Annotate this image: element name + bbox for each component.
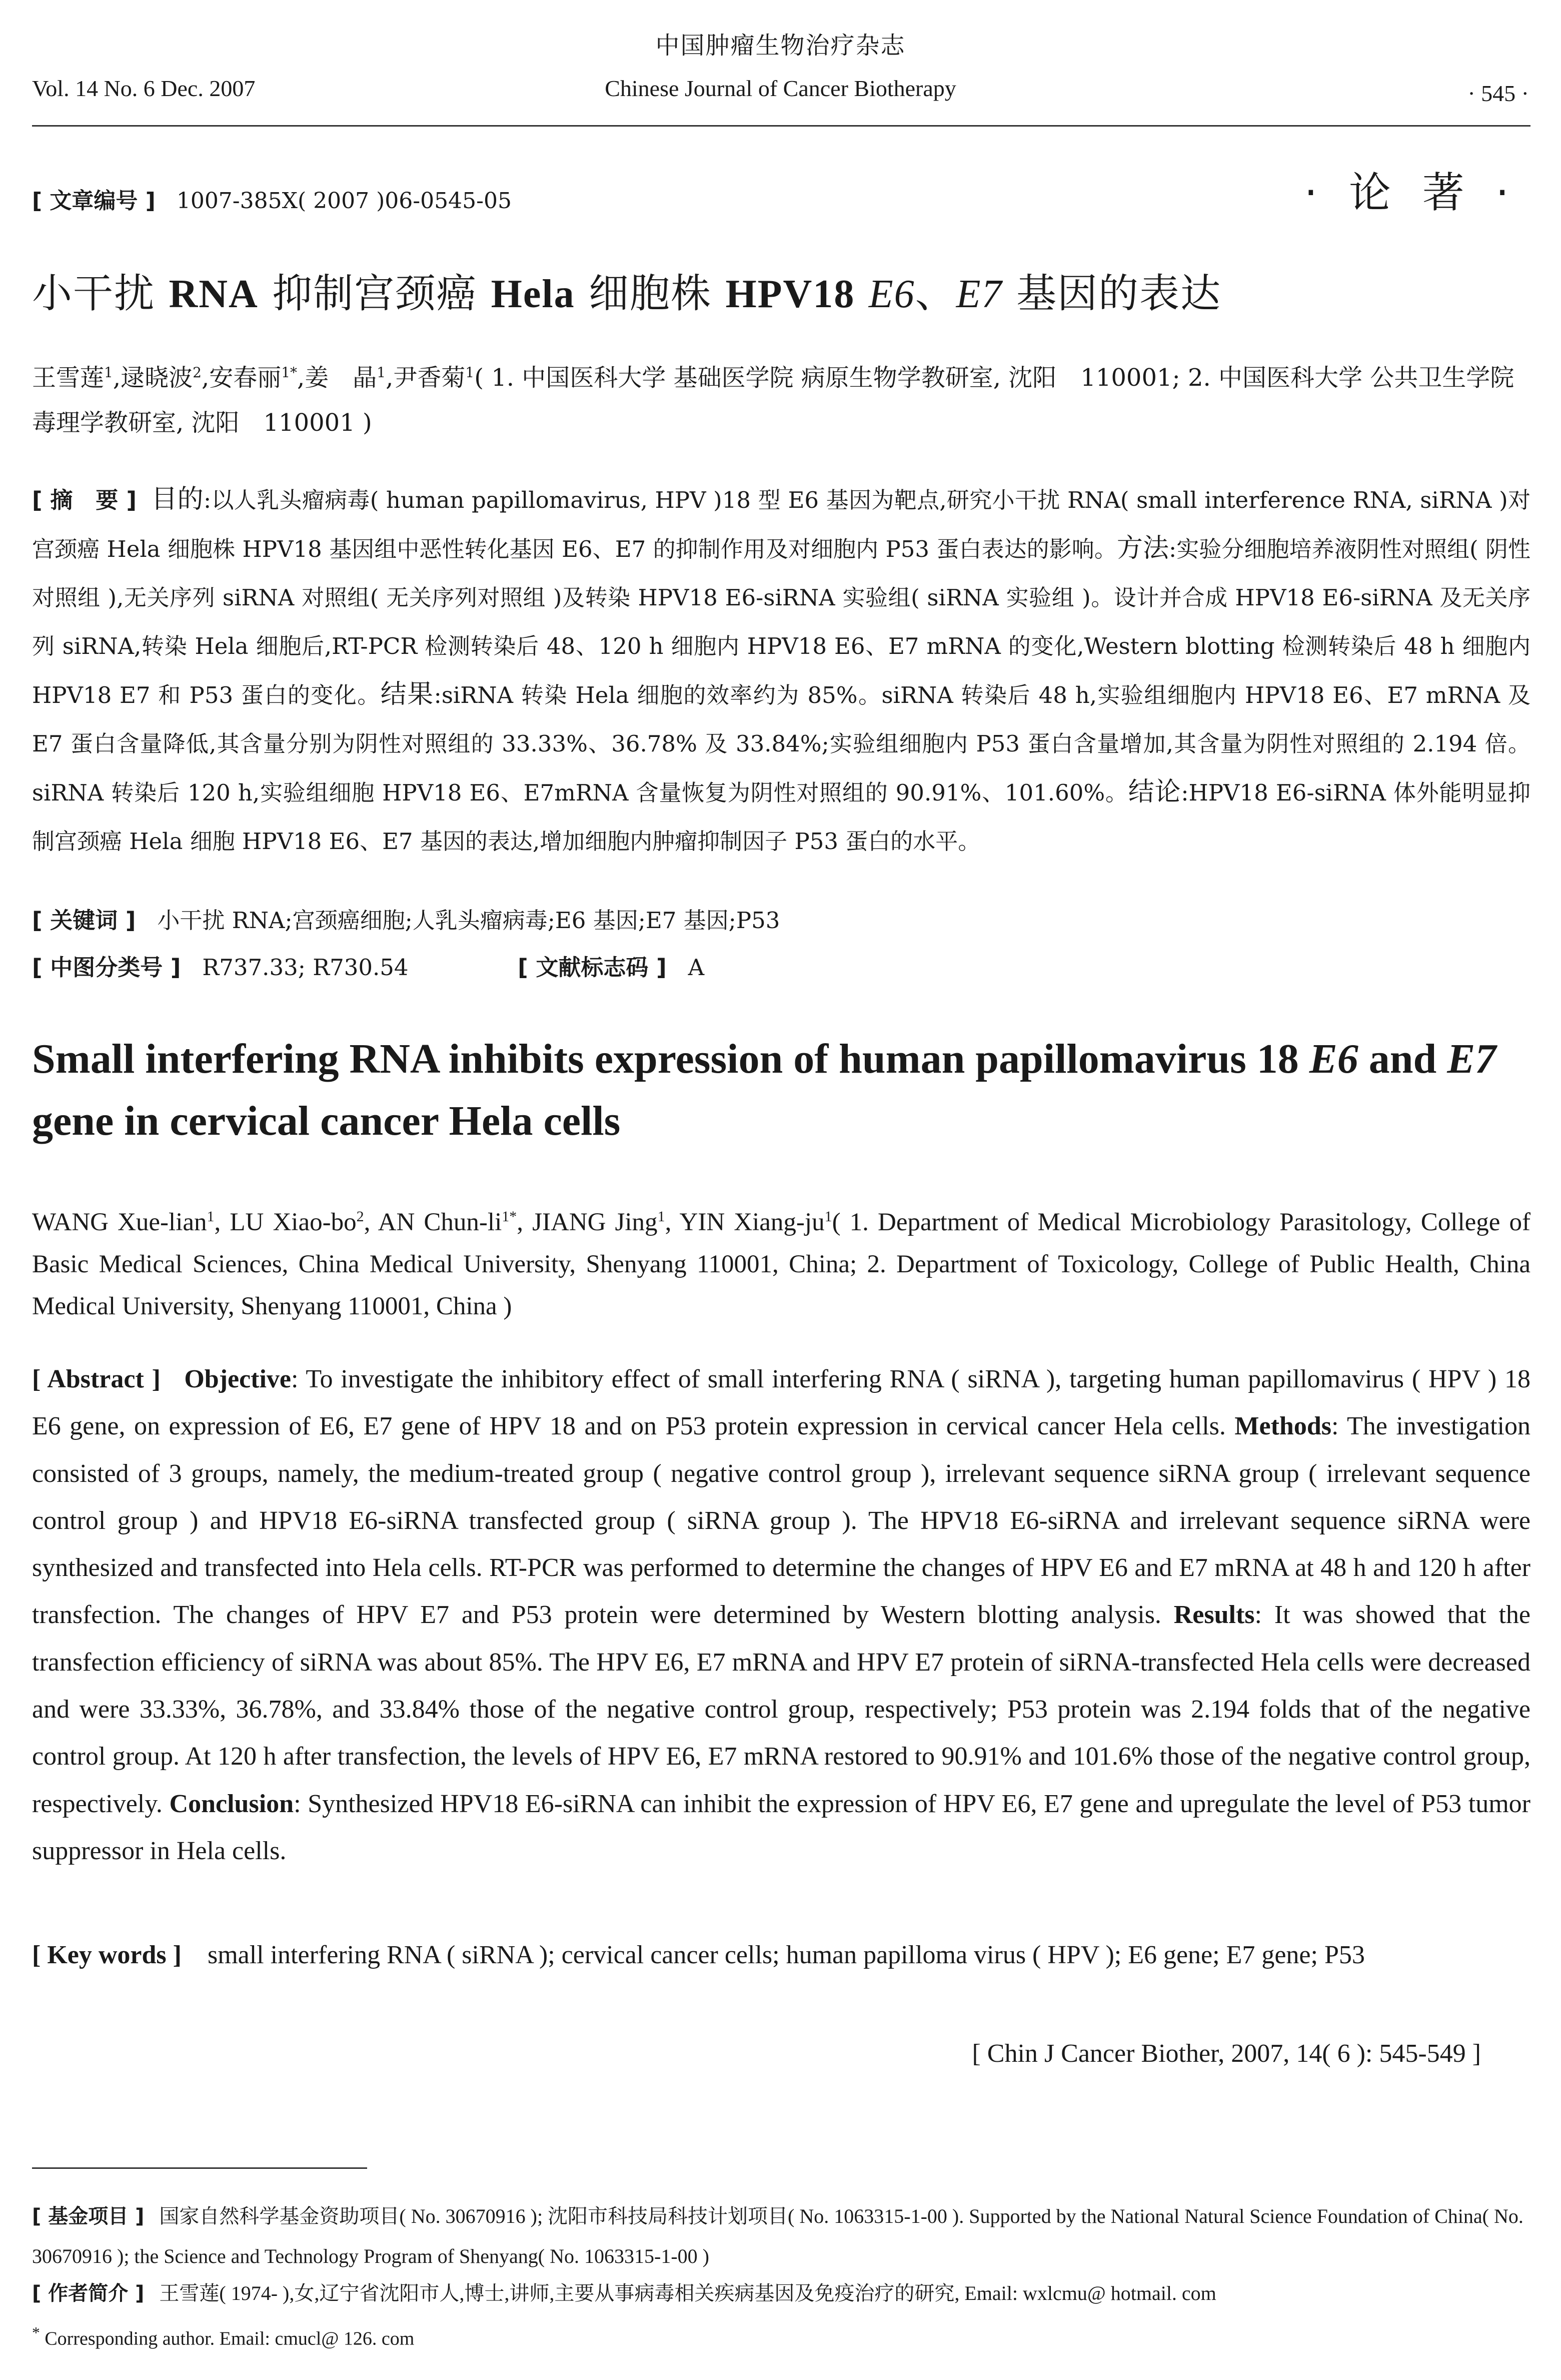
header-divider <box>32 125 1530 127</box>
title-en-e7: E7 <box>1447 1036 1496 1082</box>
author-name-en: WANG Xue-lian <box>32 1208 207 1236</box>
title-cn-e6: E6 <box>868 272 915 316</box>
abstract-en-label: [ Abstract ] <box>32 1365 161 1393</box>
author-name-en: , AN Chun-li <box>364 1208 502 1236</box>
article-number <box>32 183 512 215</box>
author-sup: 1* <box>281 364 298 381</box>
keywords-cn-label: [ 关键词 ] <box>32 907 136 934</box>
funding-note <box>32 2196 1530 2276</box>
title-cn-hpv: HPV18 <box>725 272 855 316</box>
footnote-divider <box>32 2167 367 2169</box>
abstract-cn <box>32 475 1530 866</box>
title-en-e6: E6 <box>1309 1036 1358 1082</box>
methods-heading-en: Methods <box>1234 1412 1331 1441</box>
author-sup: 2 <box>193 364 202 381</box>
title-cn-part: 细胞株 <box>575 270 726 317</box>
abstract-cn-label: [ 摘 要 ] <box>32 487 137 513</box>
author-bio <box>32 2277 1530 2306</box>
objective-text-cn: :以人乳头瘤病毒( human papillomavirus, HPV )18 型 E6 基因为靶点,研究小干扰 RNA( small interference RNA, siRNA )对宫颈癌 Hela 细胞株 HPV18 基因组中恶性转化基因 E6、E7 的抑制作用及对细胞内 P53 蛋白表达的影响。 <box>32 487 1530 562</box>
title-cn-part: 抑制宫颈癌 <box>258 270 491 317</box>
journal-title-en: Chinese Journal of Cancer Biotherapy <box>605 76 956 101</box>
doc-code-value: A <box>688 954 705 981</box>
author-sup: 1 <box>465 364 475 381</box>
corresponding-text: Corresponding author. Email: cmucl@ 126. com <box>45 2328 415 2349</box>
bio-text: 王雪莲( 1974- ),女,辽宁省沈阳市人,博士,讲师,主要从事病毒相关疾病基因及免疫治疗的研究, Email: wxlcmu@ hotmail. com <box>159 2282 1216 2304</box>
author-sup-en: 1* <box>502 1208 517 1225</box>
title-cn-sep: 、 <box>915 270 956 317</box>
author-sup-en: 2 <box>356 1208 364 1225</box>
methods-heading-cn: 方法 <box>1116 533 1169 563</box>
page-number: · 545 · <box>1467 81 1529 106</box>
authors-en <box>32 1196 1530 1327</box>
conclusion-text-cn: :HPV18 E6-siRNA 体外能明显抑制宫颈癌 Hela 细胞 HPV18 E6、E7 基因的表达,增加细胞内肿瘤抑制因子 P53 蛋白的水平。 <box>32 779 1530 855</box>
title-cn <box>32 261 1221 319</box>
keywords-cn-value: 小干扰 RNA;宫颈癌细胞;人乳头瘤病毒;E6 基因;E7 基因;P53 <box>157 907 780 934</box>
author-sup: 1 <box>104 364 113 381</box>
article-number-label: [ 文章编号 ] <box>32 188 156 214</box>
results-heading-en: Results <box>1173 1601 1255 1630</box>
keywords-en-label: [ Key words ] <box>32 1941 182 1969</box>
author-name-en: , LU Xiao-bo <box>214 1208 357 1236</box>
class-number-value: R737.33; R730.54 <box>202 954 409 981</box>
results-text-en: : It was showed that the transfection efficiency of siRNA was about 85%. The HPV E6, E7 mRNA and HPV E7 protein of siRNA-transfected Hela cells were decreased and were 33.33%, 36.78%, and 33.84% those of the negative control group, respectively; P53 protein was 2.194 folds that of the negative control group. At 120 h after transfection, the levels of HPV E6, E7 mRNA restored to 90.91% and 101.6% those of the negative control group, respectively. <box>32 1601 1531 1818</box>
article-number-value: 1007-385X( 2007 )06-0545-05 <box>176 188 512 214</box>
author-sup: 1 <box>377 364 386 381</box>
journal-title-cn: 中国肿瘤生物治疗杂志 <box>655 32 906 60</box>
methods-text-cn: :实验分细胞培养液阴性对照组( 阴性对照组 ),无关序列 siRNA 对照组( 无关序列对照组 )及转染 HPV18 E6-siRNA 实验组( siRNA 实验组 )。设计并合成 HPV18 E6-siRNA 及无关序列 siRNA,转染 Hela 细胞后,RT-PCR 检测转染后 48、120 h 细胞内 HPV18 E6、E7 mRNA 的变化,Western blotting 检测转染后 48 h 细胞内 HPV18 E7 和 P53 蛋白的变化。 <box>32 536 1530 708</box>
bio-label: [ 作者简介 ] <box>32 2282 145 2305</box>
results-heading-cn: 结果 <box>380 679 434 709</box>
title-cn-e7: E7 <box>956 272 1003 316</box>
title-en <box>32 1028 1532 1152</box>
class-number-label: [ 中图分类号 ] <box>32 954 181 981</box>
authors-cn <box>32 350 1530 445</box>
keywords-en <box>32 1932 1530 1979</box>
title-cn-hela: Hela <box>491 272 575 316</box>
section-label: · 论 著 · <box>1304 168 1518 217</box>
abstract-en <box>32 1356 1530 1875</box>
author-name: 王雪莲 <box>32 364 105 392</box>
title-cn-part: 基因的表达 <box>1002 270 1221 317</box>
title-en-part: gene in cervical cancer Hela cells <box>32 1098 621 1144</box>
author-name: ,尹香菊 <box>386 364 466 392</box>
funding-text: 国家自然科学基金资助项目( No. 30670916 ); 沈阳市科技局科技计划项目( No. 1063315-1-00 ). Supported by the National Natural Science Foundation of China( No. 30670916 ); the Science and Technology Program of Shenyang( No. 1063315-1-00 ) <box>32 2205 1523 2267</box>
author-sup-en: 1 <box>824 1208 832 1225</box>
author-sup-en: 1 <box>657 1208 665 1225</box>
conclusion-heading-en: Conclusion <box>169 1789 294 1818</box>
title-en-part: and <box>1358 1036 1447 1082</box>
corresponding-mark: * <box>32 2324 40 2341</box>
author-name-en: , JIANG Jing <box>517 1208 658 1236</box>
author-sup-en: 1 <box>207 1208 215 1225</box>
title-cn-rna: RNA <box>169 272 259 316</box>
author-name: ,逯晓波 <box>113 364 193 392</box>
conclusion-heading-cn: 结论 <box>1128 777 1181 807</box>
objective-heading-en: Objective <box>184 1365 292 1393</box>
citation: [ Chin J Cancer Biother, 2007, 14( 6 ): 545-549 ] <box>972 2039 1481 2068</box>
volume-info: Vol. 14 No. 6 Dec. 2007 <box>32 76 256 101</box>
keywords-cn <box>32 902 1530 935</box>
conclusion-text-en: : Synthesized HPV18 E6-siRNA can inhibit the expression of HPV E6, E7 gene and upregulate the level of P53 tumor suppressor in Hela cells. <box>32 1789 1530 1865</box>
objective-heading-cn: 目的 <box>151 484 204 514</box>
corresponding-author <box>32 2324 1530 2350</box>
affiliation-en: ( 1. Department of Medical Microbiology Parasitology, College of Basic Medical Sciences, China Medical University, Shenyang 110001, China; 2. Department of Toxicology, College of Public Health, China Medical University, Shenyang 110001, China ) <box>32 1208 1530 1320</box>
funding-label: [ 基金项目 ] <box>32 2205 145 2228</box>
objective-text-en: : To investigate the inhibitory effect of small interfering RNA ( siRNA ), targeting human papillomavirus ( HPV ) 18 E6 gene, on expression of E6, E7 gene of HPV 18 and on P53 protein expression in cervical cancer Hela cells. <box>32 1365 1531 1441</box>
title-cn-part: 小干扰 <box>32 270 169 317</box>
doc-code-label: [ 文献标志码 ] <box>518 954 667 981</box>
keywords-en-value: small interfering RNA ( siRNA ); cervical cancer cells; human papilloma virus ( HPV ); E6 gene; E7 gene; P53 <box>207 1941 1365 1969</box>
author-name: ,姜 晶 <box>297 364 377 392</box>
classification-cn <box>32 949 1530 982</box>
author-name: ,安春丽 <box>201 364 282 392</box>
results-text-cn: :siRNA 转染 Hela 细胞的效率约为 85%。siRNA 转染后 48 h,实验组细胞内 HPV18 E6、E7 mRNA 及 E7 蛋白含量降低,其含量分别为阴性对照组的 33.33%、36.78% 及 33.84%;实验组细胞内 P53 蛋白含量增加,其含量为阴性对照组的 2.194 倍。siRNA 转染后 120 h,实验组细胞 HPV18 E6、E7mRNA 含量恢复为阴性对照组的 90.91%、101.60%。 <box>32 682 1530 806</box>
methods-text-en: : The investigation consisted of 3 groups, namely, the medium-treated group ( negative control group ), irrelevant sequence siRNA group ( irrelevant sequence control group ) and HPV18 E6-siRNA transfected group ( siRNA group ). The HPV18 E6-siRNA and irrelevant sequence siRNA were synthesized and transfected into Hela cells. RT-PCR was performed to determine the changes of HPV E6 and E7 mRNA at 48 h and 120 h after transfection. The changes of HPV E7 and P53 protein were determined by Western blotting analysis. <box>32 1412 1531 1630</box>
title-en-part: Small interfering RNA inhibits expression of human papillomavirus 18 <box>32 1036 1309 1082</box>
author-name-en: , YIN Xiang-ju <box>665 1208 825 1236</box>
affiliation-cn: ( 1. 中国医科大学 基础医学院 病原生物学教研室, 沈阳 110001; 2. 中国医科大学 公共卫生学院 毒理学教研室, 沈阳 110001 ) <box>32 364 1514 437</box>
